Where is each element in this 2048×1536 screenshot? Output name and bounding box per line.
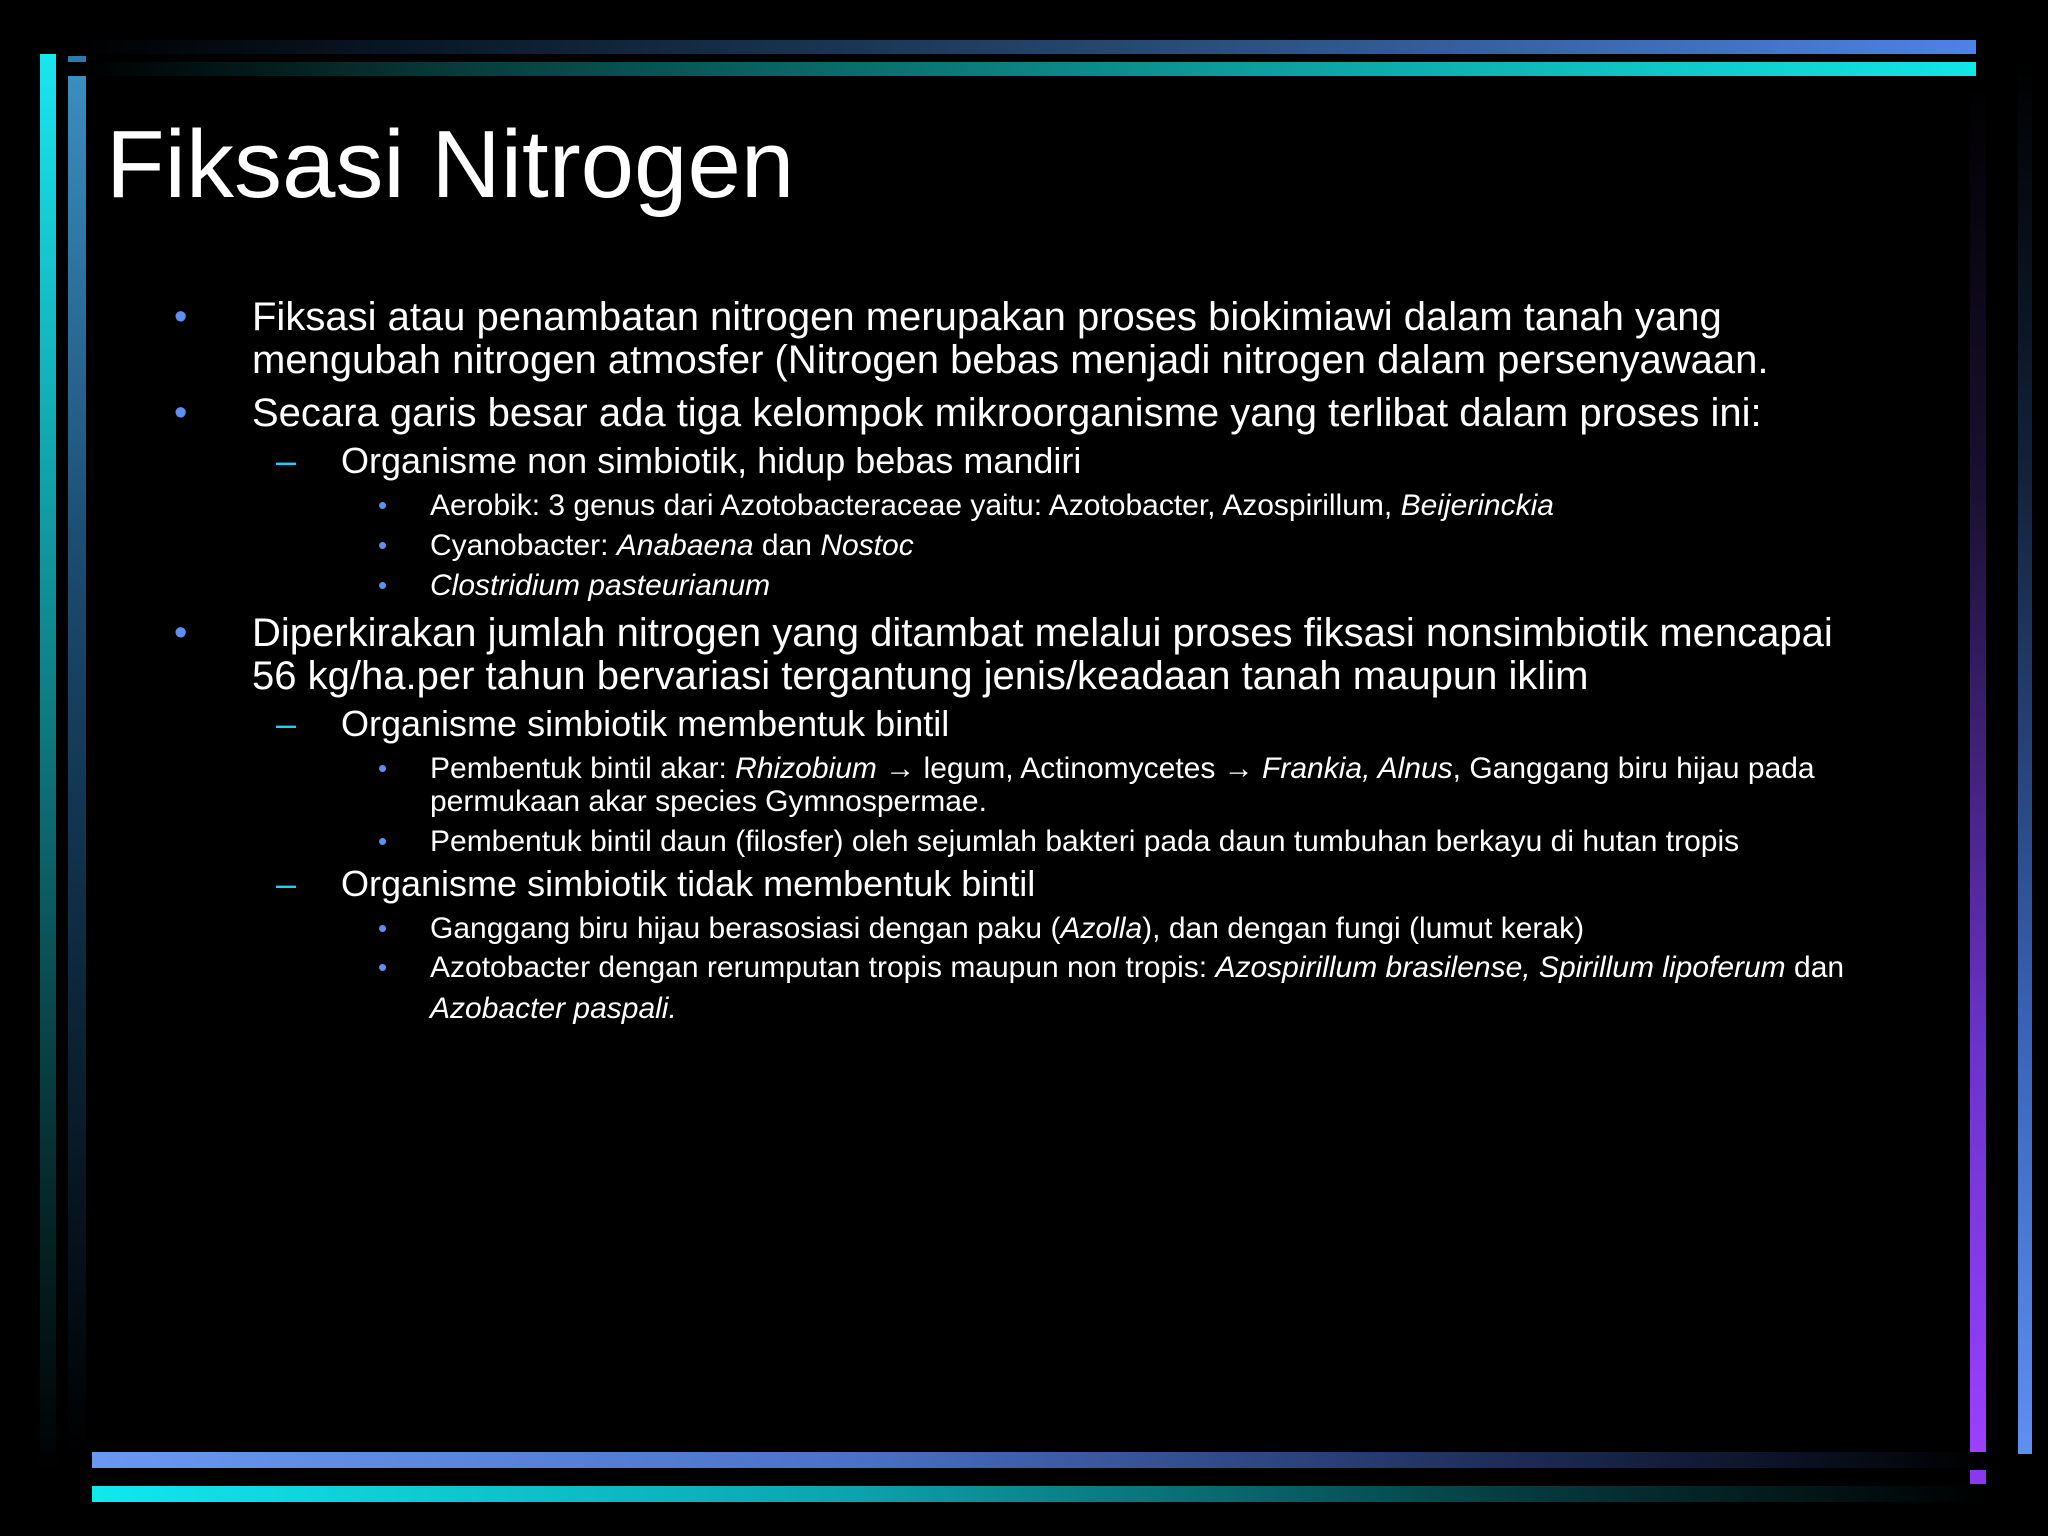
bullet-dash-icon: –	[276, 863, 297, 904]
subsubbullet-azotobacter	[160, 947, 1880, 1029]
frame-bar-right-outer	[2018, 60, 2032, 1454]
frame-bar-right-square	[1970, 1470, 1986, 1484]
bullet-text: Organisme simbiotik membentuk bintil	[341, 703, 950, 744]
subsubbullet-bintil-daun	[160, 825, 1880, 858]
bullet-text: dan	[1785, 951, 1845, 984]
bullet-italic-text: Clostridium pasteurianum	[430, 569, 771, 602]
frame-bar-right-inner	[1970, 80, 1986, 1452]
bullet-italic-text: Rhizobium	[735, 752, 877, 785]
bullet-dash-icon: –	[276, 703, 297, 744]
bullet-text: Ganggang biru hijau berasosiasi dengan paku (	[430, 912, 1061, 945]
bullet-dot-icon: •	[174, 392, 188, 434]
bullet-text: ), dan dengan fungi (lumut kerak)	[1142, 912, 1585, 945]
bullet-dash-icon: –	[276, 440, 297, 481]
bullet-italic-text: Beijerinckia	[1400, 489, 1554, 522]
bullet-dot-icon: •	[174, 612, 188, 654]
frame-bar-top-inner	[84, 62, 1976, 76]
bullet-text: Cyanobacter:	[430, 529, 617, 562]
bullet-text: Fiksasi atau penambatan nitrogen merupakan proses biokimiawi dalam tanah yang mengubah nitrogen atmosfer (Nitrogen bebas menjadi nitrogen dalam persenyawaan.	[252, 295, 1769, 382]
slide-content	[160, 296, 1880, 1029]
bullet-text: Organisme non simbiotik, hidup bebas mandiri	[341, 440, 1082, 481]
bullet-italic-text: Nostoc	[820, 529, 914, 562]
bullet-text: Organisme simbiotik tidak membentuk bintil	[341, 863, 1036, 904]
bullet-text: dan	[753, 529, 821, 562]
subsubbullet-aerobik	[160, 489, 1880, 522]
frame-bar-bottom-outer	[92, 1486, 1984, 1502]
bullet-text: , Ganggang biru hijau pada permukaan akar species Gymnospermae.	[430, 752, 1815, 818]
subbullet-non-simbiotik	[160, 440, 1880, 482]
frame-bar-bottom-inner	[92, 1452, 1984, 1468]
bullet-fiksasi-definition	[160, 296, 1880, 382]
subbullet-simbiotik-bintil	[160, 703, 1880, 745]
bullet-italic-text: Anabaena	[616, 529, 754, 562]
bullet-italic-text: Frankia, Alnus	[1262, 752, 1453, 785]
bullet-text: Pembentuk bintil daun (filosfer) oleh sejumlah bakteri pada daun tumbuhan berkayu di hutan tropis	[430, 825, 1740, 858]
bullet-italic-text: Azospirillum brasilense, Spirillum lipoferum	[1215, 951, 1786, 984]
bullet-italic-text: Azobacter paspali.	[430, 992, 677, 1025]
bullet-text: → legum, Actinomycetes →	[876, 752, 1263, 785]
bullet-text: Diperkirakan jumlah nitrogen yang ditambat melalui proses fiksasi nonsimbiotik mencapai 56 kg/ha.per tahun bervariasi tergantung jenis/keadaan tanah maupun iklim	[252, 611, 1833, 698]
bullet-text: Azotobacter dengan rerumputan tropis maupun non tropis:	[430, 951, 1216, 984]
bullet-jumlah-nitrogen	[160, 612, 1880, 698]
bullet-dot-icon: •	[378, 826, 388, 856]
bullet-italic-text: Azolla	[1060, 912, 1143, 945]
bullet-dot-icon: •	[174, 296, 188, 338]
frame-bar-left-inner	[68, 76, 86, 1456]
bullet-dot-icon: •	[378, 570, 388, 600]
subbullet-simbiotik-tanpa-bintil	[160, 863, 1880, 905]
bullet-text: Aerobik: 3 genus dari Azotobacteraceae yaitu: Azotobacter, Azospirillum,	[430, 489, 1401, 522]
bullet-dot-icon: •	[378, 530, 388, 560]
bullet-dot-icon: •	[378, 913, 388, 943]
bullet-text: Secara garis besar ada tiga kelompok mikroorganisme yang terlibat dalam proses ini:	[252, 391, 1762, 435]
frame-bar-top-outer	[70, 40, 1976, 54]
bullet-dot-icon: •	[378, 753, 388, 783]
subsubbullet-cyanobacter	[160, 529, 1880, 562]
subsubbullet-ganggang-biru	[160, 912, 1880, 945]
frame-bar-left-outer	[40, 54, 56, 1474]
bullet-dot-icon: •	[378, 490, 388, 520]
bullet-text: Pembentuk bintil akar:	[430, 752, 736, 785]
bullet-dot-icon: •	[378, 952, 388, 982]
bullet-kelompok-mikroorganisme	[160, 392, 1880, 435]
slide-title: Fiksasi Nitrogen	[106, 111, 795, 218]
subsubbullet-bintil-akar	[160, 752, 1880, 818]
subsubbullet-clostridium	[160, 569, 1880, 602]
